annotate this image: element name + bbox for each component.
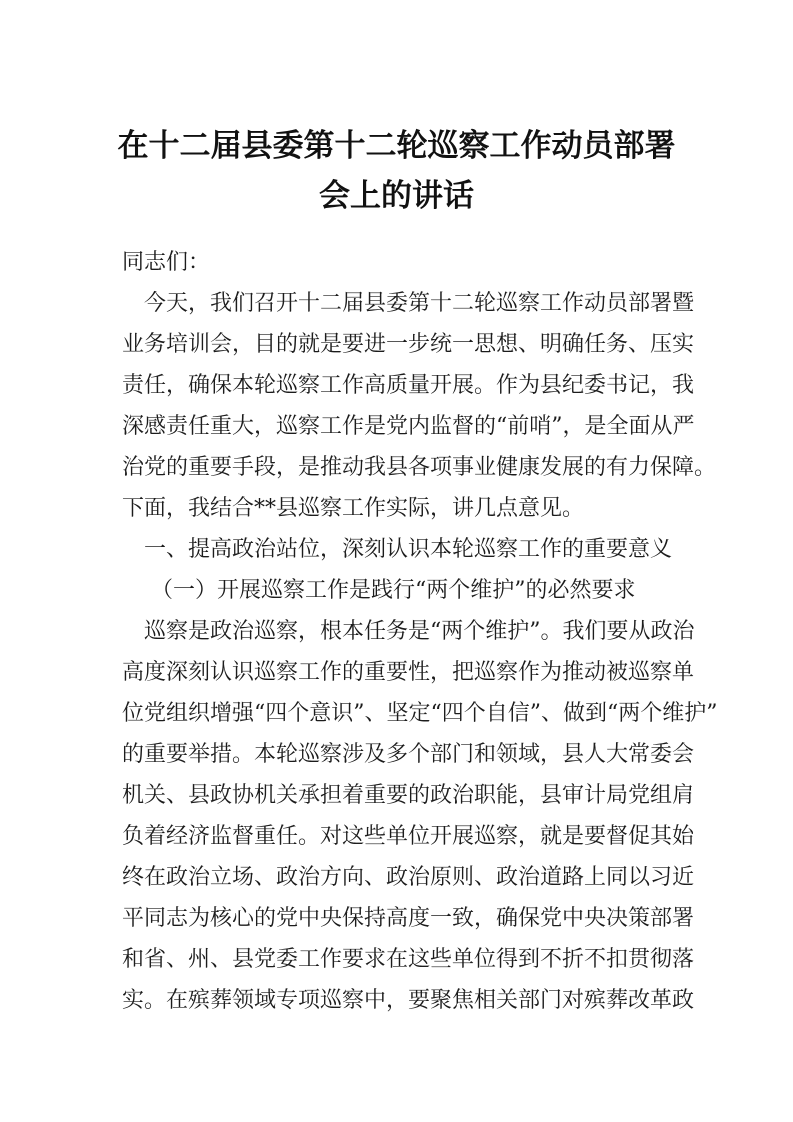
section-heading-1: 一、提高政治站位，深刻认识本轮巡察工作的重要意义 [144, 537, 673, 562]
body-line-6: 负着经济监督重任。对这些单位开展巡察，就是要督促其始 [122, 824, 695, 849]
document-title-line-1: 在十二届县委第十二轮巡察工作动员部署 [117, 128, 676, 164]
body-line-3: 位党组织增强“四个意识”、坚定“四个自信”、做到“两个维护” [122, 701, 718, 726]
body-line-10: 实。在殡葬领域专项巡察中，要聚焦相关部门对殡葬改革政 [122, 988, 695, 1013]
body-line-9: 和省、州、县党委工作要求在这些单位得到不折不扣贯彻落 [122, 947, 695, 972]
body-line-1: 巡察是政治巡察，根本任务是“两个维护”。我们要从政治 [144, 619, 695, 644]
body-line-5: 机关、县政协机关承担着重要的政治职能，县审计局党组肩 [122, 783, 695, 808]
body-line-4: 的重要举措。本轮巡察涉及多个部门和领域，县人大常委会 [122, 742, 695, 767]
salutation: 同志们： [122, 250, 211, 275]
intro-line-4: 深感责任重大，巡察工作是党内监督的“前哨”，是全面从严 [122, 414, 695, 439]
document-title-line-2: 会上的讲话 [319, 178, 474, 214]
body-line-2: 高度深刻认识巡察工作的重要性，把巡察作为推动被巡察单 [122, 660, 695, 685]
intro-line-3: 责任，确保本轮巡察工作高质量开展。作为县纪委书记，我 [122, 373, 695, 398]
intro-line-1: 今天，我们召开十二届县委第十二轮巡察工作动员部署暨 [144, 291, 695, 316]
body-line-7: 终在政治立场、政治方向、政治原则、政治道路上同以习近 [122, 865, 695, 890]
intro-line-6: 下面，我结合**县巡察工作实际，讲几点意见。 [122, 496, 585, 521]
intro-line-5: 治党的重要手段，是推动我县各项事业健康发展的有力保障。 [122, 455, 717, 480]
intro-line-2: 业务培训会，目的就是要进一步统一思想、明确任务、压实 [122, 332, 695, 357]
body-line-8: 平同志为核心的党中央保持高度一致，确保党中央决策部署 [122, 906, 695, 931]
subsection-heading-1-1: （一）开展巡察工作是践行“两个维护”的必然要求 [151, 578, 636, 603]
